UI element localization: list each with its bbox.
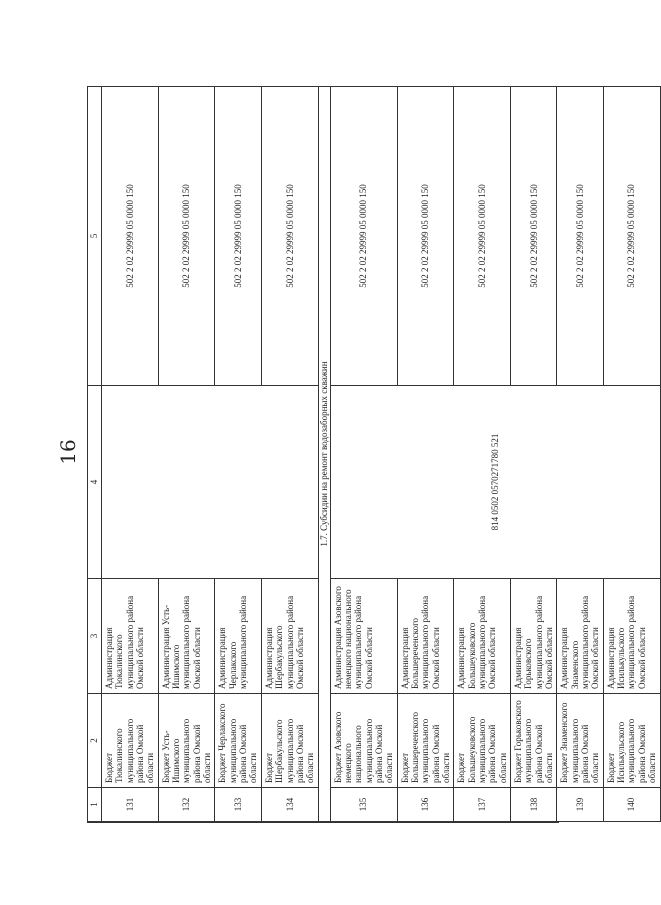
header-col-1: 1 bbox=[88, 788, 102, 822]
header-col-5: 5 bbox=[88, 87, 102, 386]
code-cell: 502 2 02 29999 05 0000 150 bbox=[603, 87, 660, 386]
code-cell: 502 2 02 29999 05 0000 150 bbox=[511, 87, 557, 386]
row-number: 138 bbox=[511, 788, 557, 822]
header-row bbox=[88, 87, 102, 822]
administrator-cell: Администрация Большереченского муниципального района Омской области bbox=[397, 579, 454, 694]
administrator-cell: Администрация Горьковского муниципального района Омской области bbox=[511, 579, 557, 694]
page-number: 16 bbox=[56, 439, 80, 465]
budget-cell: Бюджет Черлакского муниципального района Омской области bbox=[215, 694, 261, 788]
row-number: 134 bbox=[261, 788, 318, 822]
empty-cell bbox=[102, 386, 319, 579]
administrator-cell: Администрация Азовского немецкого национального муниципального района Омской области bbox=[330, 579, 397, 694]
row-number: 135 bbox=[330, 788, 397, 822]
budget-cell: Бюджет Тюкалинского муниципального района Омской области bbox=[102, 694, 159, 788]
budget-cell: Бюджет Большеуковского муниципального района Омской области bbox=[454, 694, 511, 788]
administrator-cell: Администрация Исилькульского муниципального района Омской области bbox=[603, 579, 660, 694]
row-number: 136 bbox=[397, 788, 454, 822]
subsidy-table bbox=[87, 86, 661, 822]
header-col-3: 3 bbox=[88, 579, 102, 694]
administrator-cell: Администрация Усть-Ишимского муниципального района Омской области bbox=[158, 579, 215, 694]
budget-cell: Бюджет Исилькульского муниципального района Омской области bbox=[603, 694, 660, 788]
budget-cell: Бюджет Большереченского муниципального района Омской области bbox=[397, 694, 454, 788]
row-number: 132 bbox=[158, 788, 215, 822]
row-number: 139 bbox=[557, 788, 603, 822]
rotated-table-wrapper bbox=[87, 87, 658, 823]
code-cell: 502 2 02 29999 05 0000 150 bbox=[158, 87, 215, 386]
row-number: 137 bbox=[454, 788, 511, 822]
row-number: 133 bbox=[215, 788, 261, 822]
code-cell: 502 2 02 29999 05 0000 150 bbox=[102, 87, 159, 386]
code-cell: 502 2 02 29999 05 0000 150 bbox=[397, 87, 454, 386]
budget-cell: Бюджет Азовского немецкого национального муниципального района Омской области bbox=[330, 694, 397, 788]
row-number: 131 bbox=[102, 788, 159, 822]
code-cell: 502 2 02 29999 05 0000 150 bbox=[454, 87, 511, 386]
budget-cell: Бюджет Шербакульского муниципального района Омской области bbox=[261, 694, 318, 788]
administrator-cell: Администрация Знаменского муниципального района Омской области bbox=[557, 579, 603, 694]
header-col-4: 4 bbox=[88, 386, 102, 579]
administrator-cell: Администрация Шербакульского муниципального района Омской области bbox=[261, 579, 318, 694]
administrator-cell: Администрация Тюкалинского муниципального района Омской области bbox=[102, 579, 159, 694]
table-row bbox=[102, 87, 159, 822]
code-cell: 502 2 02 29999 05 0000 150 bbox=[557, 87, 603, 386]
budget-classification-code-cell: 814 0502 0570271780 521 bbox=[330, 386, 660, 579]
section-title: 1.7. Субсидии на ремонт водозаборных скважин bbox=[318, 87, 330, 822]
administrator-cell: Администрация Черлакского муниципального района bbox=[215, 579, 261, 694]
administrator-cell: Администрация Большеуковского муниципального района Омской области bbox=[454, 579, 511, 694]
section-row bbox=[318, 87, 330, 822]
code-cell: 502 2 02 29999 05 0000 150 bbox=[261, 87, 318, 386]
table-row bbox=[330, 87, 397, 822]
code-cell: 502 2 02 29999 05 0000 150 bbox=[215, 87, 261, 386]
code-cell: 502 2 02 29999 05 0000 150 bbox=[330, 87, 397, 386]
budget-cell: Бюджет Усть-Ишимского муниципального района Омской области bbox=[158, 694, 215, 788]
header-col-2: 2 bbox=[88, 694, 102, 788]
row-number: 140 bbox=[603, 788, 660, 822]
budget-cell: Бюджет Горьковского муниципального района Омской области bbox=[511, 694, 557, 788]
budget-cell: Бюджет Знаменского муниципального района Омской области bbox=[557, 694, 603, 788]
